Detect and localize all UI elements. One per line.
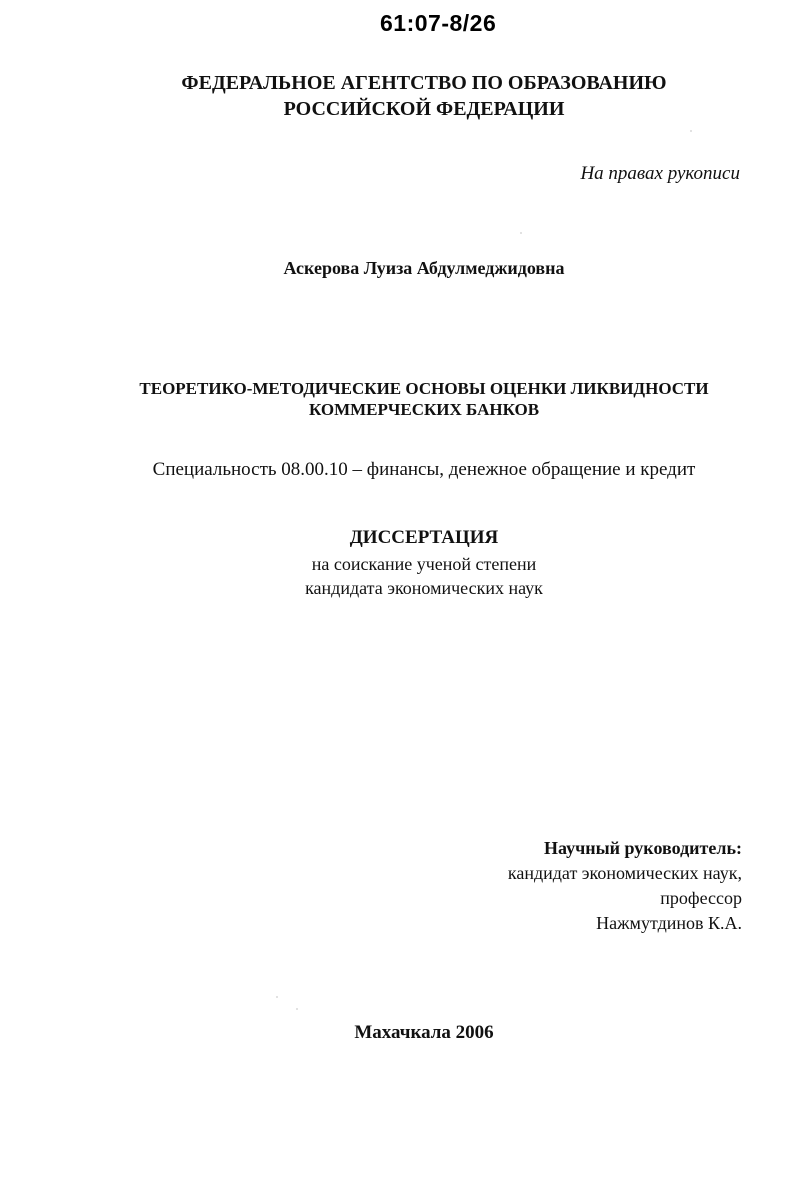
thesis-purpose-line-2: кандидата экономических наук <box>305 578 543 598</box>
scan-speck <box>520 232 522 234</box>
supervisor-name: Нажмутдинов К.А. <box>596 913 742 933</box>
thesis-purpose <box>150 552 698 600</box>
scan-speck <box>276 996 278 998</box>
supervisor-block <box>508 836 742 936</box>
thesis-title <box>100 378 748 420</box>
thesis-title-line-2: КОММЕРЧЕСКИХ БАНКОВ <box>308 400 540 419</box>
catalog-code: 61:07-8/26 <box>380 10 497 36</box>
scan-speck <box>296 1008 298 1010</box>
thesis-purpose-line-1: на соискание ученой степени <box>311 554 537 574</box>
thesis-title-line-1: ТЕОРЕТИКО-МЕТОДИЧЕСКИЕ ОСНОВЫ ОЦЕНКИ ЛИКВИДНОСТИ <box>139 379 709 398</box>
author-name: Аскерова Луиза Абдулмеджидовна <box>283 258 565 278</box>
scan-speck <box>690 130 692 132</box>
agency-line-1: ФЕДЕРАЛЬНОЕ АГЕНТСТВО ПО ОБРАЗОВАНИЮ <box>181 72 667 94</box>
supervisor-heading: Научный руководитель: <box>544 838 742 858</box>
agency-line-2: РОССИЙСКОЙ ФЕДЕРАЦИИ <box>283 98 565 120</box>
thesis-type: ДИССЕРТАЦИЯ <box>349 527 499 548</box>
supervisor-rank: профессор <box>660 888 742 908</box>
supervisor-degree: кандидат экономических наук, <box>507 863 742 883</box>
agency-name <box>150 70 698 122</box>
specialty: Специальность 08.00.10 – финансы, денежное обращение и кредит <box>152 459 696 480</box>
city-year: Махачкала 2006 <box>354 1022 494 1043</box>
manuscript-note: На правах рукописи <box>580 163 740 184</box>
